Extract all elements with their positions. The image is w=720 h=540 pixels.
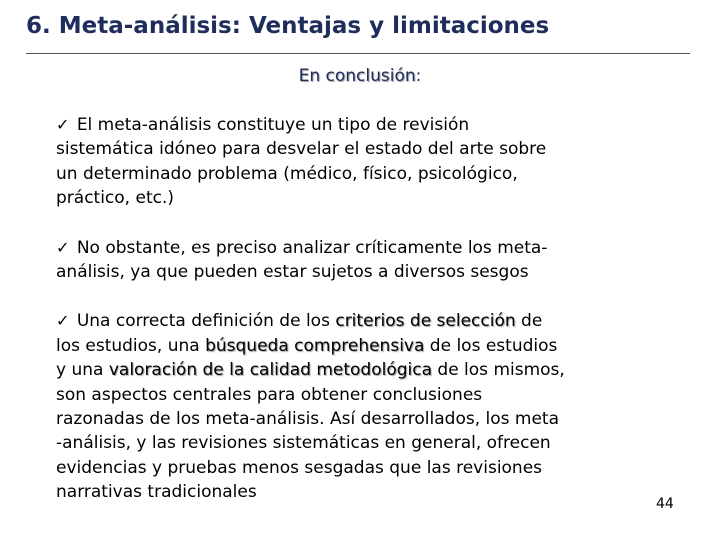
line-text: de los mismos,: [432, 360, 565, 381]
line-text: No obstante, es preciso analizar críticamente los meta-: [76, 237, 548, 258]
paragraph-line: [56, 113, 666, 137]
line-text: y una: [56, 360, 109, 381]
bullet-paragraph-1: [56, 113, 666, 211]
title-divider: [26, 53, 690, 54]
paragraph-line: son aspectos centrales para obtener conclusiones: [56, 384, 483, 405]
bullet-paragraph-3: [56, 309, 666, 504]
paragraph-line: [56, 358, 666, 382]
line-text: de: [515, 311, 543, 332]
line-text: de los estudios: [424, 335, 558, 356]
paragraph-line: [56, 334, 666, 358]
paragraph-line: análisis, ya que pueden estar sujetos a diversos sesgos: [56, 262, 529, 283]
paragraph-line: sistemática idóneo para desvelar el estado del arte sobre: [56, 139, 547, 160]
slide-subtitle: [0, 66, 720, 86]
line-text: Una correcta definición de los: [76, 311, 336, 332]
emphasis-valoracion: valoración de la calidad metodológica: [108, 360, 432, 381]
emphasis-criterios: criterios de selección: [335, 311, 516, 332]
line-text: los estudios, una: [56, 335, 206, 356]
checkmark-icon: ✓: [56, 237, 70, 257]
paragraph-line: razonadas de los meta-análisis. Así desarrollados, los meta: [56, 409, 560, 430]
paragraph-line: narrativas tradicionales: [56, 482, 257, 503]
subtitle-colon: :: [415, 66, 422, 86]
page-number: 44: [656, 496, 674, 512]
slide-title: 6. Meta-análisis: Ventajas y limitaciones: [26, 13, 550, 39]
slide-body: [56, 113, 666, 505]
checkmark-icon: ✓: [56, 115, 70, 134]
checkmark-icon: ✓: [56, 311, 70, 331]
emphasis-busqueda: búsqueda comprehensiva: [205, 335, 425, 356]
paragraph-line: [56, 236, 666, 260]
paragraph-line: [56, 309, 666, 333]
bullet-paragraph-2: [56, 236, 666, 285]
paragraph-line: un determinado problema (médico, físico, psicológico,: [56, 163, 518, 184]
line-text: El meta-análisis constituye un tipo de revisión: [76, 115, 470, 135]
paragraph-line: -análisis, y las revisiones sistemáticas en general, ofrecen: [56, 433, 551, 454]
paragraph-line: práctico, etc.): [56, 188, 174, 209]
subtitle-text: En conclusión: [298, 66, 416, 86]
paragraph-line: evidencias y pruebas menos sesgadas que las revisiones: [56, 457, 543, 478]
